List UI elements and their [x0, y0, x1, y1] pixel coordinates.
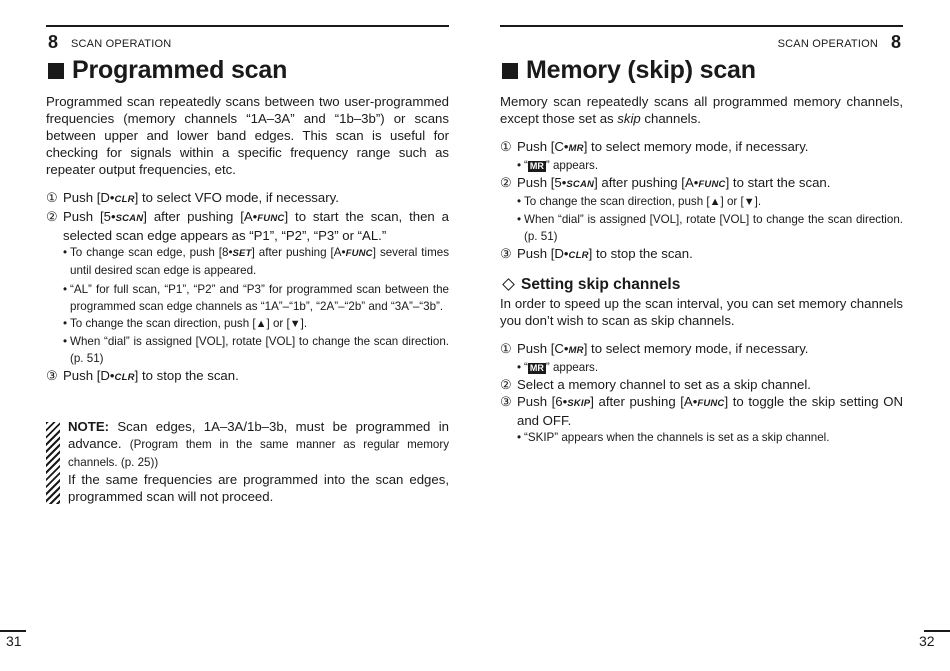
step-3: [500, 245, 903, 264]
bullet-text: “AL” for full scan, “P1”, “P2” and “P3” for programmed scan between the programmed scan edge channels as “1A”–“1b”, “2A”–“2b” and “3A”–“3b”.: [70, 283, 449, 313]
key-label: SCAN: [566, 179, 595, 190]
bullet-text: To change the scan direction, push [: [524, 195, 710, 208]
step-text: Select a memory channel to set as a skip channel.: [517, 377, 811, 392]
key-label: CLR: [114, 194, 135, 205]
step-number: ③: [46, 368, 58, 383]
step-text: ] after pushing [A•: [590, 394, 698, 409]
bullet-text: ” appears.: [545, 361, 599, 374]
left-page: [46, 0, 451, 671]
bullet-text: ].: [300, 317, 308, 330]
step-number: ③: [500, 246, 512, 261]
square-bullet-icon: [48, 63, 64, 79]
bullet-item: [46, 315, 449, 333]
step-text: Push [C•: [517, 139, 569, 154]
intro-paragraph: [500, 93, 903, 127]
step-number: ②: [46, 209, 58, 224]
bullet-dot-icon: •: [63, 317, 68, 330]
key-label: SCAN: [115, 213, 144, 224]
bullet-text: ].: [754, 195, 762, 208]
bullet-text: To change scan edge, push [8•: [70, 246, 233, 259]
step-text: ] to select memory mode, if necessary.: [583, 341, 809, 356]
bullet-item: [500, 359, 903, 376]
subsection-intro: In order to speed up the scan interval, you can set memory channels you don’t wish to scan as skip channels.: [500, 296, 903, 328]
key-label: FUNC: [697, 398, 725, 409]
step-2: [46, 208, 449, 244]
page-title: [500, 56, 756, 85]
step-3: [46, 367, 449, 386]
note-text-small: (Program them in the same manner as regular memory channels. (p. 25)): [68, 438, 449, 469]
header-rule: [500, 25, 903, 27]
bullet-text: “: [524, 159, 528, 172]
folio-rule: [924, 630, 950, 632]
note-text: [68, 418, 449, 471]
bullet-text: ] or [: [720, 195, 744, 208]
step-number: ①: [500, 139, 512, 154]
section-number: 8: [890, 32, 901, 52]
step-1: [46, 189, 449, 208]
skip-step-1: [500, 340, 903, 359]
bullet-item: [500, 429, 903, 446]
down-arrow-icon: ▼: [743, 196, 755, 208]
key-label: FUNC: [698, 179, 726, 190]
step-text: Push [D•: [63, 190, 115, 205]
key-label: MR: [568, 345, 584, 356]
down-arrow-icon: ▼: [289, 318, 301, 330]
bullet-dot-icon: •: [517, 159, 522, 172]
step-text: Push [D•: [517, 246, 569, 261]
bullet-dot-icon: •: [63, 246, 68, 259]
step-text: ] to start the scan, then a selected scan edge appears as “P1”, “P2”, “P3” or “AL.”: [63, 209, 449, 243]
bullet-dot-icon: •: [517, 195, 522, 208]
key-label: FUNC: [345, 248, 373, 259]
subsection-title: [500, 276, 903, 293]
step-number: ③: [500, 394, 512, 409]
step-number: ②: [500, 377, 512, 392]
step-text: Push [C•: [517, 341, 569, 356]
right-page: [500, 0, 905, 671]
page-title-text: Programmed scan: [72, 56, 288, 84]
step-1: [500, 138, 903, 157]
bullet-item: [46, 281, 449, 315]
skip-step-3: [500, 393, 903, 429]
step-text: Push [D•: [63, 368, 115, 383]
intro-text: channels.: [640, 111, 701, 126]
step-text: ] after pushing [A•: [143, 209, 258, 224]
skip-step-2: [500, 376, 903, 393]
intro-text: Memory scan repeatedly scans all programmed memory channels, except those set as: [500, 94, 903, 126]
bullet-item: [46, 244, 449, 279]
bullet-item: [500, 157, 903, 174]
step-text: Push [5•: [63, 209, 116, 224]
folio-rule: [0, 630, 26, 632]
bullet-dot-icon: •: [517, 361, 522, 374]
step-number: ②: [500, 175, 512, 190]
section-name: SCAN OPERATION: [71, 38, 172, 50]
step-number: ①: [46, 190, 58, 205]
bullet-dot-icon: •: [517, 213, 522, 226]
mr-indicator-icon: MR: [529, 161, 544, 171]
up-arrow-icon: ▲: [709, 196, 721, 208]
step-text: ] to toggle the skip setting ON and OFF.: [517, 394, 903, 428]
page-title: [46, 56, 287, 85]
page-number-right: 32: [919, 633, 935, 649]
bullet-item: [500, 211, 903, 245]
step-text: Push [5•: [517, 175, 567, 190]
page-number-left: 31: [6, 633, 22, 649]
bullet-text: “SKIP” appears when the channels is set as a skip channel.: [524, 431, 830, 444]
section-header: [500, 32, 903, 52]
note-box: [46, 418, 449, 505]
intro-emphasis: skip: [617, 111, 641, 126]
bullet-text: When “dial” is assigned [VOL], rotate [VOL] to change the scan direction. (p. 51): [70, 335, 449, 365]
bullet-text: ” appears.: [545, 159, 599, 172]
subsection-title-text: Setting skip channels: [521, 276, 681, 293]
section-number: 8: [48, 32, 59, 52]
step-number: ①: [500, 341, 512, 356]
key-label: SET: [232, 248, 252, 259]
bullet-item: [500, 193, 903, 211]
step-text: Push [6•: [517, 394, 568, 409]
step-text: ] after pushing [A•: [594, 175, 699, 190]
step-text: ] to select VFO mode, if necessary.: [134, 190, 339, 205]
section-name: SCAN OPERATION: [777, 38, 878, 50]
section-header: [46, 32, 449, 52]
diamond-icon: [502, 278, 515, 291]
right-content: [500, 93, 903, 446]
step-text: ] to stop the scan.: [134, 368, 239, 383]
bullet-item: [46, 333, 449, 367]
bullet-dot-icon: •: [63, 335, 68, 348]
bullet-dot-icon: •: [63, 283, 68, 296]
header-rule: [46, 25, 449, 27]
step-text: ] to select memory mode, if necessary.: [583, 139, 809, 154]
intro-paragraph: Programmed scan repeatedly scans between two user-programmed frequencies (memory channels “1A–3A” and “1b–3b”) or scans between upper and lower band edges. This scan is useful for checking for signals within a specific frequency range such as repeater output frequencies, etc.: [46, 94, 449, 177]
note-text-main: Scan edges, 1A–3A/1b–3b, must be programmed in advance.: [68, 419, 450, 451]
note-text-2: If the same frequencies are programmed into the scan edges, programmed scan will not proceed.: [68, 472, 449, 504]
note-label: NOTE:: [68, 419, 110, 434]
key-label: CLR: [114, 372, 135, 383]
mr-indicator-icon: MR: [529, 363, 544, 373]
bullet-text: ] several times until desired scan edge is appeared.: [70, 246, 449, 277]
hatch-bar-icon: [46, 422, 60, 504]
key-label: SKIP: [567, 398, 591, 409]
up-arrow-icon: ▲: [255, 318, 267, 330]
bullet-text: When “dial” is assigned [VOL], rotate [VOL] to change the scan direction. (p. 51): [524, 213, 903, 243]
key-label: FUNC: [257, 213, 285, 224]
square-bullet-icon: [502, 63, 518, 79]
step-text: ] to stop the scan.: [588, 246, 693, 261]
left-content: [46, 93, 449, 505]
bullet-dot-icon: •: [517, 431, 522, 444]
bullet-text: ] after pushing [A•: [251, 246, 346, 259]
key-label: CLR: [568, 250, 589, 261]
page-title-text: Memory (skip) scan: [526, 56, 756, 84]
bullet-text: ] or [: [266, 317, 290, 330]
step-text: ] to start the scan.: [725, 175, 831, 190]
bullet-text: To change the scan direction, push [: [70, 317, 256, 330]
bullet-text: “: [524, 361, 528, 374]
key-label: MR: [568, 143, 584, 154]
step-2: [500, 174, 903, 193]
